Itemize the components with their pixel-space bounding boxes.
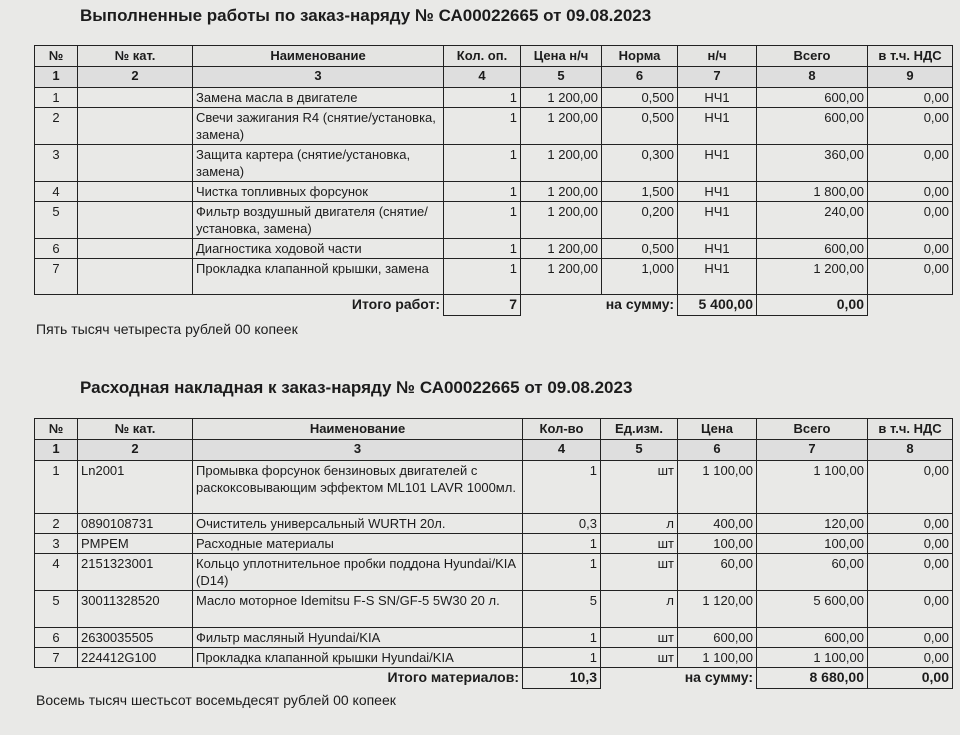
- sum-label: на сумму:: [605, 296, 674, 312]
- table-row: [35, 648, 953, 668]
- table-row: [35, 88, 953, 108]
- table-cell: 1 200,00: [521, 145, 602, 182]
- column-header: № кат.: [78, 46, 193, 67]
- table-cell: 0,300: [602, 145, 678, 182]
- table-cell: 1: [35, 88, 78, 108]
- total-count: 10,3: [523, 668, 601, 689]
- table-cell: 6: [35, 628, 78, 648]
- table-cell: 0,00: [868, 514, 953, 534]
- table-cell: 0,00: [868, 182, 953, 202]
- column-number: 3: [193, 440, 523, 461]
- column-header: Всего: [757, 46, 868, 67]
- table-cell: 600,00: [757, 108, 868, 145]
- table-row: [35, 628, 953, 648]
- materials-total-in-words: Восемь тысяч шестьсот восемьдесят рублей 00 копеек: [36, 692, 396, 708]
- table-cell: 0,00: [868, 259, 953, 295]
- column-header: Ед.изм.: [601, 419, 678, 440]
- table-cell: 0890108731: [78, 514, 193, 534]
- column-header: №: [35, 46, 78, 67]
- table-cell: 1 100,00: [757, 461, 868, 514]
- table-cell: [78, 182, 193, 202]
- table-cell: 100,00: [757, 534, 868, 554]
- table-cell: 1: [444, 239, 521, 259]
- table-cell: 1,500: [602, 182, 678, 202]
- table-cell: 1: [523, 648, 601, 668]
- column-number: 8: [868, 440, 953, 461]
- column-number: 2: [78, 67, 193, 88]
- table-cell: 4: [35, 182, 78, 202]
- table-cell: 1 200,00: [521, 202, 602, 239]
- column-header: в т.ч. НДС: [868, 419, 953, 440]
- column-number: 5: [521, 67, 602, 88]
- column-number: 3: [193, 67, 444, 88]
- total-label: Итого материалов:: [387, 669, 519, 685]
- column-number: 1: [35, 440, 78, 461]
- table-cell: 1 100,00: [757, 648, 868, 668]
- table-cell: PMPEM: [78, 534, 193, 554]
- total-sum: 5 400,00: [678, 295, 757, 316]
- header-row: [35, 419, 953, 440]
- column-number: 9: [868, 67, 953, 88]
- table-cell: л: [601, 514, 678, 534]
- table-cell: 0,00: [868, 554, 953, 591]
- table-cell: Прокладка клапанной крышки Hyundai/KIA: [193, 648, 523, 668]
- table-cell: [78, 108, 193, 145]
- table-cell: 6: [35, 239, 78, 259]
- totals-row: [35, 295, 953, 316]
- column-number: 4: [523, 440, 601, 461]
- table-cell: 60,00: [757, 554, 868, 591]
- total-label: Итого работ:: [351, 296, 440, 312]
- table-cell: 120,00: [757, 514, 868, 534]
- table-cell: 1 100,00: [678, 461, 757, 514]
- table-cell: 1: [523, 461, 601, 514]
- column-number: 2: [78, 440, 193, 461]
- table-cell: 2151323001: [78, 554, 193, 591]
- column-header: Кол. оп.: [444, 46, 521, 67]
- column-number: 4: [444, 67, 521, 88]
- table-cell: 1 120,00: [678, 591, 757, 628]
- table-cell: Фильтр масляный Hyundai/KIA: [193, 628, 523, 648]
- table-cell: 600,00: [757, 628, 868, 648]
- table-row: [35, 591, 953, 628]
- table-cell: шт: [601, 461, 678, 514]
- table-cell: 1: [444, 259, 521, 295]
- table-cell: НЧ1: [678, 202, 757, 239]
- table-row: [35, 514, 953, 534]
- table-cell: 1 200,00: [521, 259, 602, 295]
- table-cell: 600,00: [678, 628, 757, 648]
- column-header: Кол-во: [523, 419, 601, 440]
- table-cell: Защита картера (снятие/установка, замена): [193, 145, 444, 182]
- table-cell: 360,00: [757, 145, 868, 182]
- table-cell: 1 100,00: [678, 648, 757, 668]
- column-header: Наименование: [193, 46, 444, 67]
- table-row: [35, 534, 953, 554]
- column-number: 7: [678, 67, 757, 88]
- table-cell: 1,000: [602, 259, 678, 295]
- table-cell: л: [601, 591, 678, 628]
- table-cell: 1 200,00: [521, 88, 602, 108]
- table-cell: [78, 88, 193, 108]
- table-cell: 3: [35, 145, 78, 182]
- table-cell: Промывка форсунок бензиновых двигателей с раскоксовывающим эффектом ML101 LAVR 1000мл.: [193, 461, 523, 514]
- table-row: [35, 554, 953, 591]
- table-cell: 30011328520: [78, 591, 193, 628]
- table-cell: НЧ1: [678, 239, 757, 259]
- column-number: 1: [35, 67, 78, 88]
- table-cell: 0,00: [868, 145, 953, 182]
- table-cell: 5 600,00: [757, 591, 868, 628]
- table-cell: Очиститель универсальный WURTH 20л.: [193, 514, 523, 534]
- table-cell: 0,00: [868, 88, 953, 108]
- table-cell: 2: [35, 514, 78, 534]
- table-cell: 1 200,00: [757, 259, 868, 295]
- table-cell: Масло моторное Idemitsu F-S SN/GF-5 5W30 20 л.: [193, 591, 523, 628]
- table-cell: Прокладка клапанной крышки, замена: [193, 259, 444, 295]
- table-cell: 0,00: [868, 628, 953, 648]
- table-cell: НЧ1: [678, 182, 757, 202]
- materials-title: Расходная накладная к заказ-наряду № СА00022665 от 09.08.2023: [80, 378, 633, 397]
- table-cell: Фильтр воздушный двигателя (снятие/установка, замена): [193, 202, 444, 239]
- table-cell: 1: [444, 88, 521, 108]
- table-cell: 224412G100: [78, 648, 193, 668]
- total-vat: 0,00: [868, 668, 953, 689]
- table-cell: 0,00: [868, 591, 953, 628]
- column-header: №: [35, 419, 78, 440]
- table-cell: 2: [35, 108, 78, 145]
- column-number-row: [35, 67, 953, 88]
- table-cell: Свечи зажигания R4 (снятие/установка, замена): [193, 108, 444, 145]
- table-row: [35, 182, 953, 202]
- table-cell: 0,00: [868, 108, 953, 145]
- sum-label: на сумму:: [684, 669, 753, 685]
- table-row: [35, 202, 953, 239]
- table-cell: 0,00: [868, 239, 953, 259]
- table-cell: 0,00: [868, 202, 953, 239]
- table-cell: 0,500: [602, 239, 678, 259]
- table-cell: 5: [523, 591, 601, 628]
- table-cell: шт: [601, 554, 678, 591]
- table-cell: Кольцо уплотнительное пробки поддона Hyundai/KIA (D14): [193, 554, 523, 591]
- table-row: [35, 108, 953, 145]
- total-sum: 8 680,00: [757, 668, 868, 689]
- column-header: Норма: [602, 46, 678, 67]
- column-number-row: [35, 440, 953, 461]
- column-header: н/ч: [678, 46, 757, 67]
- table-cell: 1 200,00: [521, 239, 602, 259]
- table-cell: 0,3: [523, 514, 601, 534]
- column-number: 5: [601, 440, 678, 461]
- table-cell: 1 800,00: [757, 182, 868, 202]
- total-count: 7: [444, 295, 521, 316]
- table-row: [35, 461, 953, 514]
- table-cell: 7: [35, 648, 78, 668]
- table-cell: 240,00: [757, 202, 868, 239]
- table-cell: 1: [444, 202, 521, 239]
- works-table: [34, 45, 953, 316]
- materials-table: [34, 418, 953, 689]
- table-cell: 3: [35, 534, 78, 554]
- column-header: Всего: [757, 419, 868, 440]
- table-cell: [78, 239, 193, 259]
- table-cell: Ln2001: [78, 461, 193, 514]
- table-cell: 0,00: [868, 648, 953, 668]
- table-cell: 1: [444, 182, 521, 202]
- table-cell: [78, 145, 193, 182]
- table-cell: 1: [444, 145, 521, 182]
- table-cell: 1: [35, 461, 78, 514]
- table-cell: 1 200,00: [521, 108, 602, 145]
- totals-row: [35, 668, 953, 689]
- table-cell: 1: [523, 554, 601, 591]
- table-cell: 1: [523, 628, 601, 648]
- table-cell: 0,500: [602, 108, 678, 145]
- table-row: [35, 259, 953, 295]
- table-cell: 5: [35, 202, 78, 239]
- table-cell: 4: [35, 554, 78, 591]
- column-number: 6: [678, 440, 757, 461]
- total-vat: 0,00: [757, 295, 868, 316]
- table-cell: 60,00: [678, 554, 757, 591]
- table-cell: 1 200,00: [521, 182, 602, 202]
- table-cell: 5: [35, 591, 78, 628]
- table-cell: 0,200: [602, 202, 678, 239]
- table-cell: Чистка топливных форсунок: [193, 182, 444, 202]
- table-cell: 0,00: [868, 534, 953, 554]
- works-title: Выполненные работы по заказ-наряду № СА00022665 от 09.08.2023: [80, 6, 652, 25]
- table-cell: шт: [601, 648, 678, 668]
- column-header: Наименование: [193, 419, 523, 440]
- table-cell: 1: [523, 534, 601, 554]
- works-total-in-words: Пять тысяч четыреста рублей 00 копеек: [36, 321, 298, 337]
- table-cell: 7: [35, 259, 78, 295]
- column-header: № кат.: [78, 419, 193, 440]
- table-cell: НЧ1: [678, 145, 757, 182]
- table-cell: 0,00: [868, 461, 953, 514]
- table-cell: 600,00: [757, 88, 868, 108]
- table-cell: шт: [601, 534, 678, 554]
- table-cell: 1: [444, 108, 521, 145]
- header-row: [35, 46, 953, 67]
- table-cell: шт: [601, 628, 678, 648]
- table-cell: Диагностика ходовой части: [193, 239, 444, 259]
- column-number: 7: [757, 440, 868, 461]
- table-cell: НЧ1: [678, 259, 757, 295]
- column-header: Цена: [678, 419, 757, 440]
- table-cell: 600,00: [757, 239, 868, 259]
- column-header: в т.ч. НДС: [868, 46, 953, 67]
- column-number: 8: [757, 67, 868, 88]
- table-cell: 2630035505: [78, 628, 193, 648]
- column-header: Цена н/ч: [521, 46, 602, 67]
- table-cell: НЧ1: [678, 108, 757, 145]
- table-row: [35, 145, 953, 182]
- table-cell: 0,500: [602, 88, 678, 108]
- table-cell: 400,00: [678, 514, 757, 534]
- table-cell: НЧ1: [678, 88, 757, 108]
- table-cell: [78, 202, 193, 239]
- table-cell: Замена масла в двигателе: [193, 88, 444, 108]
- column-number: 6: [602, 67, 678, 88]
- table-cell: Расходные материалы: [193, 534, 523, 554]
- table-row: [35, 239, 953, 259]
- table-cell: [78, 259, 193, 295]
- table-cell: 100,00: [678, 534, 757, 554]
